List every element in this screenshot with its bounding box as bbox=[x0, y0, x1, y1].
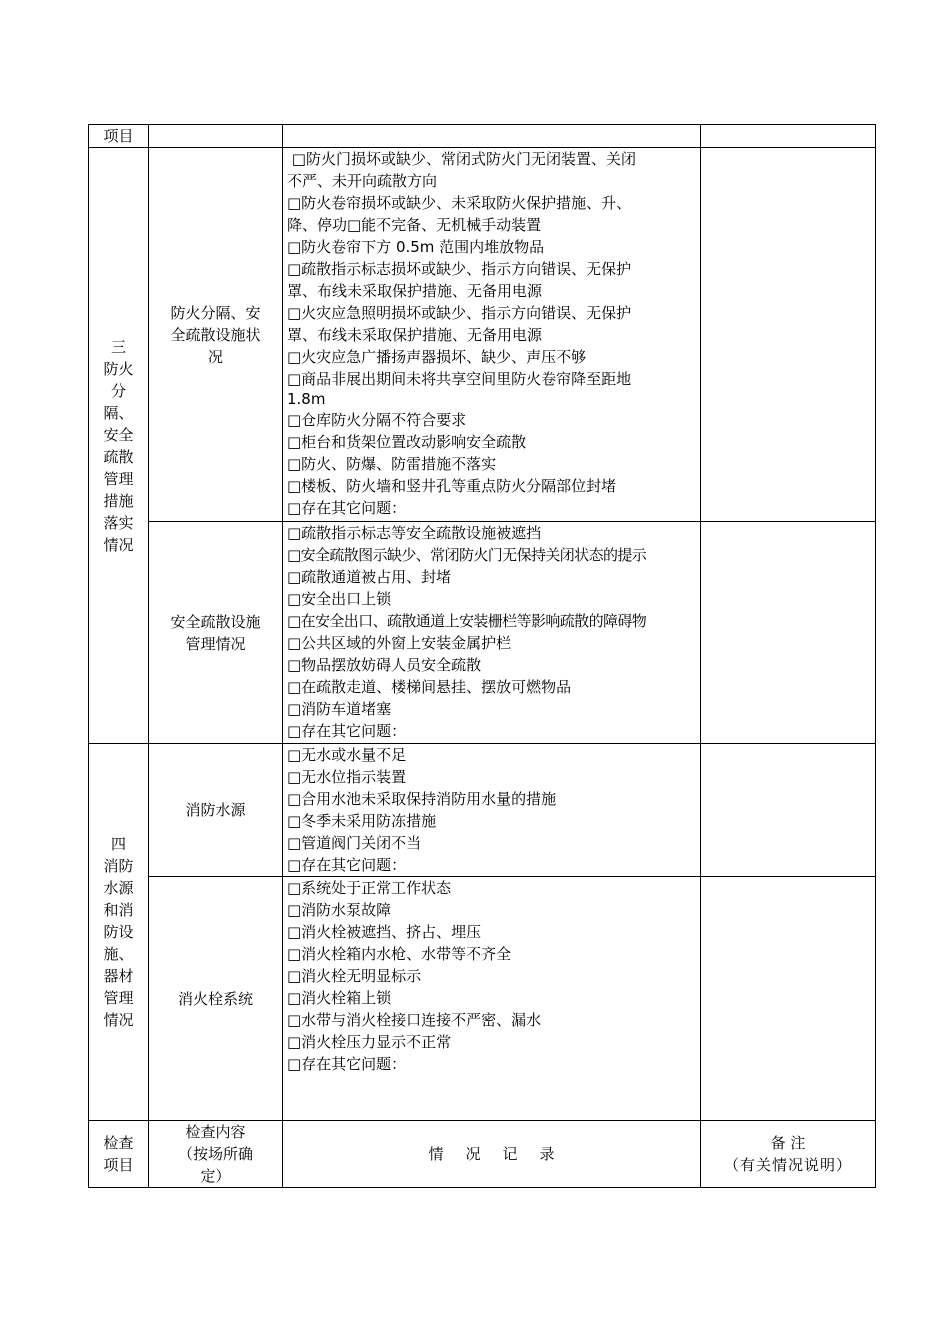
checklist-item: □存在其它问题： bbox=[287, 1055, 407, 1073]
checklist-item: □消防车道堵塞 bbox=[287, 700, 392, 718]
top-row bbox=[89, 125, 876, 148]
checklist-item: □安全出口上锁 bbox=[287, 590, 392, 608]
top-row-project-cell: 项目 bbox=[89, 125, 149, 148]
top-row-content-cell bbox=[149, 125, 283, 148]
section4-title-line: 和消 bbox=[103, 901, 134, 919]
group-name-line: 况 bbox=[207, 347, 223, 366]
footer-line: （按场所确 bbox=[177, 1145, 253, 1163]
checklist-item: 罩、布线未采取保护措施、无备用电源 bbox=[287, 326, 543, 344]
checklist-item: 不严、未开向疏散方向 bbox=[287, 172, 438, 190]
footer-record bbox=[283, 1121, 701, 1188]
section3-group1-items bbox=[283, 148, 701, 522]
checklist-item: □合用水池未采取保持消防用水量的措施 bbox=[287, 790, 557, 808]
checklist-item: □防火、防爆、防雷措施不落实 bbox=[287, 455, 497, 473]
section4-group1-name bbox=[149, 744, 283, 877]
checklist-item: □存在其它问题： bbox=[287, 499, 407, 517]
section3-title-line: 安全 bbox=[103, 425, 134, 444]
section4-title-line: 施、 bbox=[103, 945, 134, 963]
section4-title bbox=[89, 744, 149, 1121]
checklist-item: □疏散指示标志损坏或缺少、指示方向错误、无保护 bbox=[287, 260, 632, 278]
top-row-note-cell bbox=[701, 125, 876, 148]
checklist-item: □消火栓压力显示不正常 bbox=[287, 1033, 452, 1051]
section3-group1-note bbox=[701, 148, 876, 522]
checklist-item: □仓库防火分隔不符合要求 bbox=[287, 411, 467, 429]
section3-group2-row bbox=[89, 522, 876, 744]
section3-group1-row bbox=[89, 148, 876, 522]
checklist-item: □管道阀门关闭不当 bbox=[287, 834, 422, 852]
section3-title-line: 分 bbox=[110, 381, 126, 400]
checklist-item: □无水或水量不足 bbox=[287, 746, 407, 764]
footer-record-label: 情况记录 bbox=[428, 1145, 577, 1163]
checklist-item: □系统处于正常工作状态 bbox=[287, 879, 452, 897]
checklist-item: □疏散指示标志等安全疏散设施被遮挡 bbox=[287, 524, 542, 542]
inspection-table bbox=[88, 124, 876, 1188]
checklist-item: □楼板、防火墙和竖井孔等重点防火分隔部位封堵 bbox=[287, 477, 617, 495]
checklist-item: □冬季未采用防冻措施 bbox=[287, 812, 437, 830]
footer-note bbox=[701, 1121, 876, 1188]
checklist-item: □柜台和货架位置改动影响安全疏散 bbox=[287, 433, 527, 451]
section3-title bbox=[89, 148, 149, 744]
checklist-item: □消防水泵故障 bbox=[287, 901, 392, 919]
section3-title-line: 隔、 bbox=[103, 403, 134, 422]
section4-group2-row bbox=[89, 877, 876, 1121]
checklist-item: □商品非展出期间未将共享空间里防火卷帘降至距地 bbox=[287, 370, 632, 388]
section4-group2-note bbox=[701, 877, 876, 1121]
footer-header-row bbox=[89, 1121, 876, 1188]
section3-group2-name bbox=[149, 522, 283, 744]
footer-check-item bbox=[89, 1121, 149, 1188]
group-name-line: 全疏散设施状 bbox=[170, 325, 261, 344]
section3-group1-name bbox=[149, 148, 283, 522]
checklist-item: □水带与消火栓接口连接不严密、漏水 bbox=[287, 1011, 542, 1029]
section4-title-line: 消防 bbox=[103, 857, 134, 875]
section3-group2-items bbox=[283, 522, 701, 744]
top-row-record-cell bbox=[283, 125, 701, 148]
checklist-item: □公共区域的外窗上安装金属护栏 bbox=[287, 634, 512, 652]
footer-line: （有关情况说明） bbox=[723, 1156, 852, 1174]
section4-group2-name bbox=[149, 877, 283, 1121]
footer-check-content bbox=[149, 1121, 283, 1188]
footer-line: 备 注 bbox=[770, 1134, 806, 1152]
section3-title-line: 疏散 bbox=[103, 447, 134, 466]
checklist-item: 罩、布线未采取保护措施、无备用电源 bbox=[287, 282, 543, 300]
section4-title-line: 器材 bbox=[103, 967, 134, 985]
checklist-item: □消火栓无明显标示 bbox=[287, 967, 422, 985]
section3-title-line: 三 bbox=[110, 337, 126, 356]
footer-line: 检查 bbox=[103, 1134, 134, 1152]
checklist-item: □在安全出口、疏散通道上安装栅栏等影响疏散的障碍物 bbox=[287, 612, 647, 630]
checklist-item: □存在其它问题： bbox=[287, 722, 407, 740]
checklist-item: □防火卷帘损坏或缺少、未采取防火保护措施、升、 bbox=[287, 194, 632, 212]
section4-group1-items bbox=[283, 744, 701, 877]
checklist-item: □疏散通道被占用、封堵 bbox=[287, 568, 452, 586]
group-name-line: 消防水源 bbox=[185, 801, 246, 819]
footer-line: 检查内容 bbox=[185, 1123, 246, 1141]
checklist-item: □消火栓被遮挡、挤占、埋压 bbox=[287, 923, 482, 941]
checklist-item: □安全疏散图示缺少、常闭防火门无保持关闭状态的提示 bbox=[287, 546, 647, 564]
section4-title-line: 水源 bbox=[103, 879, 134, 897]
checklist-item: □消火栓箱内水枪、水带等不齐全 bbox=[287, 945, 512, 963]
footer-line: 项目 bbox=[103, 1156, 134, 1174]
checklist-item: □无水位指示装置 bbox=[287, 768, 407, 786]
section4-title-line: 管理 bbox=[103, 989, 134, 1007]
checklist-item: □物品摆放妨碍人员安全疏散 bbox=[287, 656, 482, 674]
checklist-item: □防火卷帘下方 0.5m 范围内堆放物品 bbox=[287, 238, 545, 256]
section4-title-line: 四 bbox=[110, 835, 126, 853]
section3-title-line: 管理 bbox=[103, 469, 134, 488]
checklist-item: □火灾应急照明损坏或缺少、指示方向错误、无保护 bbox=[287, 304, 632, 322]
section4-title-line: 情况 bbox=[103, 1011, 134, 1029]
checklist-item: □火灾应急广播扬声器损坏、缺少、声压不够 bbox=[287, 348, 587, 366]
section4-group1-row bbox=[89, 744, 876, 877]
group-name-line: 管理情况 bbox=[185, 634, 246, 653]
checklist-item: □防火门损坏或缺少、常闭式防火门无闭装置、关闭 bbox=[287, 150, 636, 168]
section3-title-line: 情况 bbox=[103, 535, 134, 554]
section3-title-line: 措施 bbox=[103, 491, 134, 510]
footer-line: 定） bbox=[200, 1167, 231, 1185]
checklist-item: □存在其它问题： bbox=[287, 856, 407, 874]
group-name-line: 防火分隔、安 bbox=[170, 303, 261, 322]
checklist-item: 降、停功□能不完备、无机械手动装置 bbox=[287, 216, 542, 234]
checklist-item: 1.8m bbox=[287, 390, 326, 408]
group-name-line: 消火栓系统 bbox=[177, 989, 253, 1008]
section4-group1-note bbox=[701, 744, 876, 877]
section3-group2-note bbox=[701, 522, 876, 744]
group-name-line: 安全疏散设施 bbox=[170, 612, 261, 631]
section3-title-line: 防火 bbox=[103, 359, 134, 378]
section4-group2-items bbox=[283, 877, 701, 1121]
section3-title-line: 落实 bbox=[103, 513, 134, 532]
section4-title-line: 防设 bbox=[103, 923, 134, 941]
checklist-item: □消火栓箱上锁 bbox=[287, 989, 392, 1007]
checklist-item: □在疏散走道、楼梯间悬挂、摆放可燃物品 bbox=[287, 678, 572, 696]
